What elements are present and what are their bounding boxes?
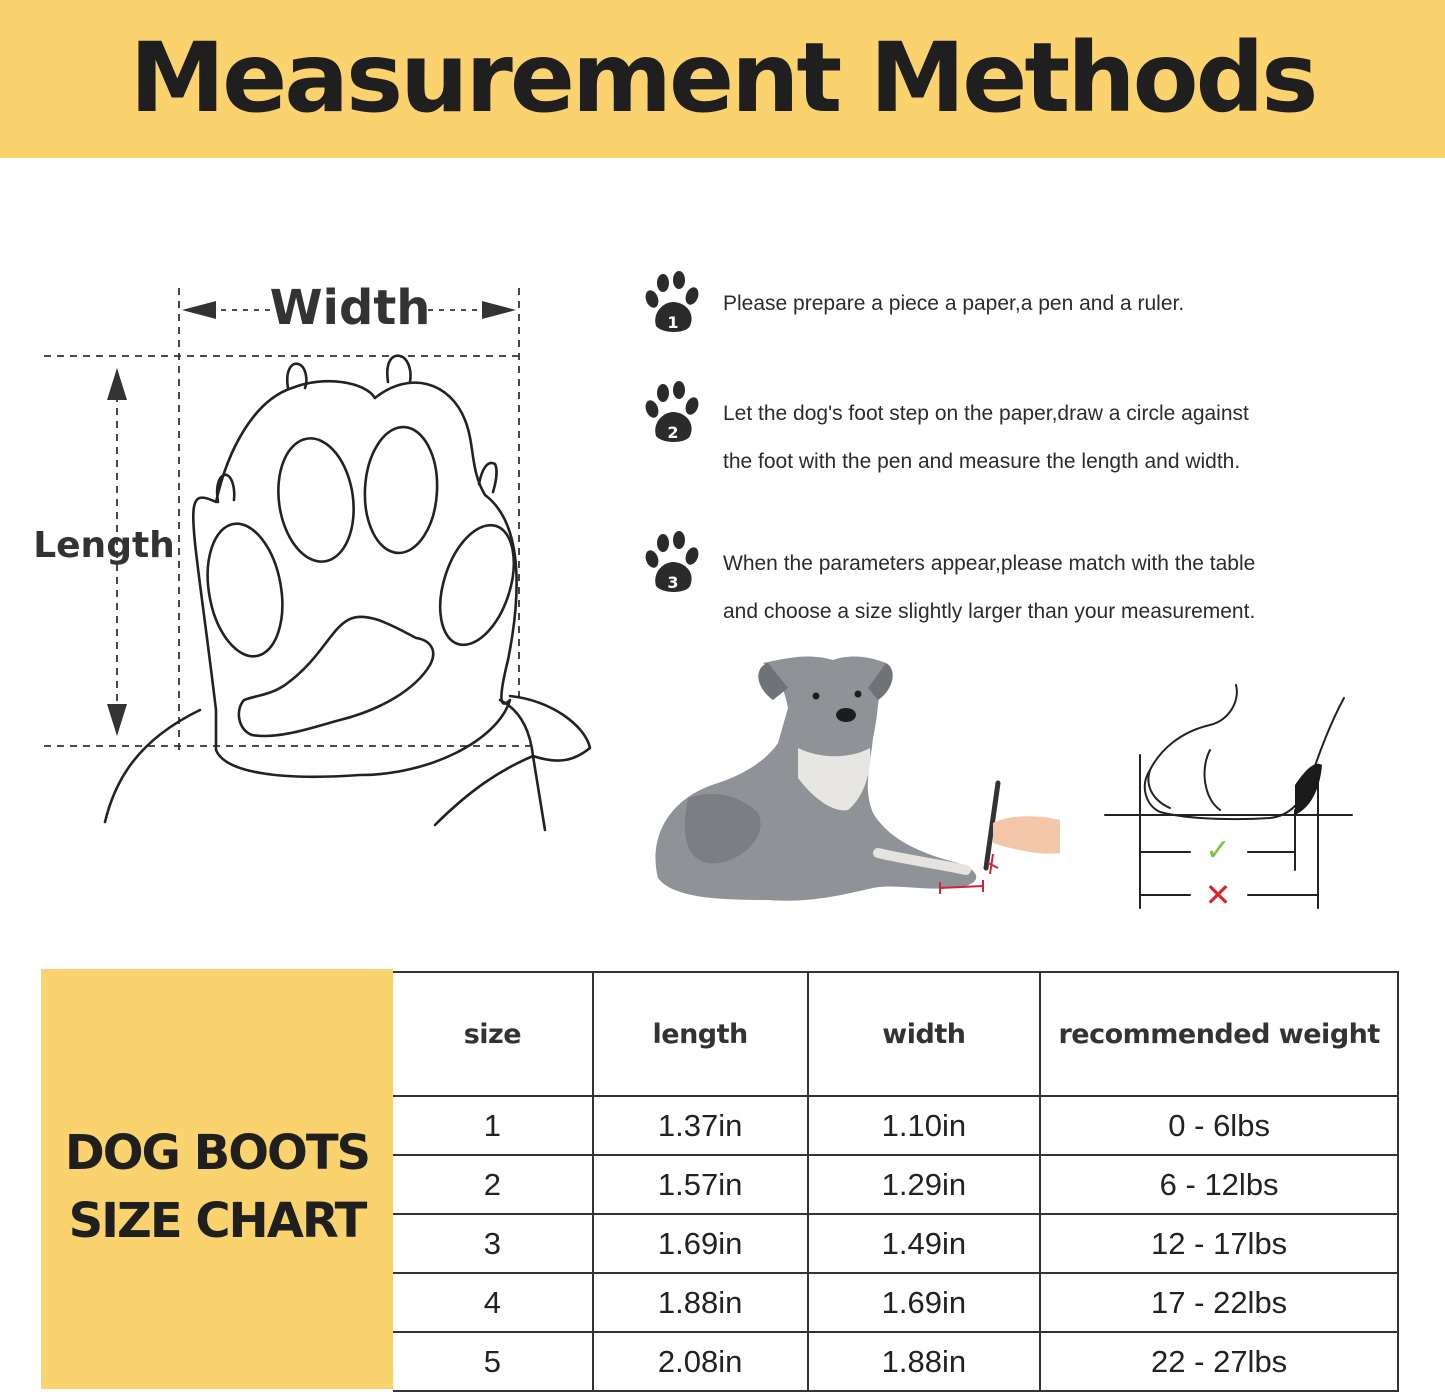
step-text: [723, 526, 1400, 636]
cell-width: 1.29in: [808, 1155, 1041, 1214]
cell-length: 1.69in: [593, 1214, 808, 1273]
cell-weight: 0 - 6lbs: [1040, 1096, 1398, 1155]
cell-weight: 22 - 27lbs: [1040, 1332, 1398, 1391]
cell-weight: 12 - 17lbs: [1040, 1214, 1398, 1273]
size-chart-title-line: SIZE CHART: [68, 1193, 366, 1249]
table-row: [393, 1096, 1398, 1155]
table-header-row: [393, 972, 1398, 1096]
step-3: [640, 526, 1400, 636]
cell-length: 1.57in: [593, 1155, 808, 1214]
cell-size: 1: [393, 1096, 593, 1155]
step-line: Please prepare a piece a paper,a pen and a ruler.: [723, 292, 1185, 315]
step-number: 2: [667, 423, 679, 442]
column-header-weight: recommended weight: [1040, 972, 1398, 1096]
cell-length: 1.88in: [593, 1273, 808, 1332]
cell-length: 1.37in: [593, 1096, 808, 1155]
step-line: Let the dog's foot step on the paper,draw a circle against: [723, 402, 1249, 425]
cell-weight: 17 - 22lbs: [1040, 1273, 1398, 1332]
step-line: When the parameters appear,please match with the table: [723, 552, 1256, 575]
column-header-size: size: [393, 972, 593, 1096]
size-chart-title: [41, 1119, 393, 1255]
size-chart-table: [393, 971, 1399, 1392]
paw-number-icon: [640, 376, 714, 450]
cell-size: 4: [393, 1273, 593, 1332]
cross-icon: ✕: [1204, 876, 1232, 914]
cell-weight: 6 - 12lbs: [1040, 1155, 1398, 1214]
paw-number-icon: [640, 526, 714, 600]
table-row: [393, 1332, 1398, 1391]
cell-width: 1.10in: [808, 1096, 1041, 1155]
column-header-width: width: [808, 972, 1041, 1096]
cell-size: 5: [393, 1332, 593, 1391]
step-line: the foot with the pen and measure the length and width.: [723, 450, 1241, 473]
header-banner: [0, 0, 1445, 158]
paw-number-icon: [640, 266, 714, 340]
step-text: [723, 266, 1400, 328]
size-chart-title-line: DOG BOOTS: [64, 1125, 370, 1181]
step-line: and choose a size slightly larger than your measurement.: [723, 600, 1256, 623]
dog-photo: [648, 648, 1068, 910]
step-number: 1: [667, 313, 679, 332]
length-label: Length: [33, 525, 175, 566]
size-chart-label-panel: [41, 969, 393, 1389]
step-2: [640, 376, 1400, 486]
step-text: [723, 376, 1400, 486]
column-header-length: length: [593, 972, 808, 1096]
width-label: Width: [269, 280, 431, 336]
table-row: [393, 1155, 1398, 1214]
measurement-steps: [640, 266, 1400, 676]
step-number: 3: [667, 573, 679, 592]
table-row: [393, 1214, 1398, 1273]
cell-width: 1.88in: [808, 1332, 1041, 1391]
cell-size: 2: [393, 1155, 593, 1214]
step-1: [640, 266, 1400, 336]
cell-size: 3: [393, 1214, 593, 1273]
check-icon: ✓: [1205, 833, 1231, 868]
page-title: Measurement Methods: [129, 22, 1316, 134]
paw-measurement-diagram: [30, 270, 600, 840]
cell-width: 1.69in: [808, 1273, 1041, 1332]
boot-fit-diagram: [1100, 680, 1360, 915]
cell-length: 2.08in: [593, 1332, 808, 1391]
table-row: [393, 1273, 1398, 1332]
cell-width: 1.49in: [808, 1214, 1041, 1273]
